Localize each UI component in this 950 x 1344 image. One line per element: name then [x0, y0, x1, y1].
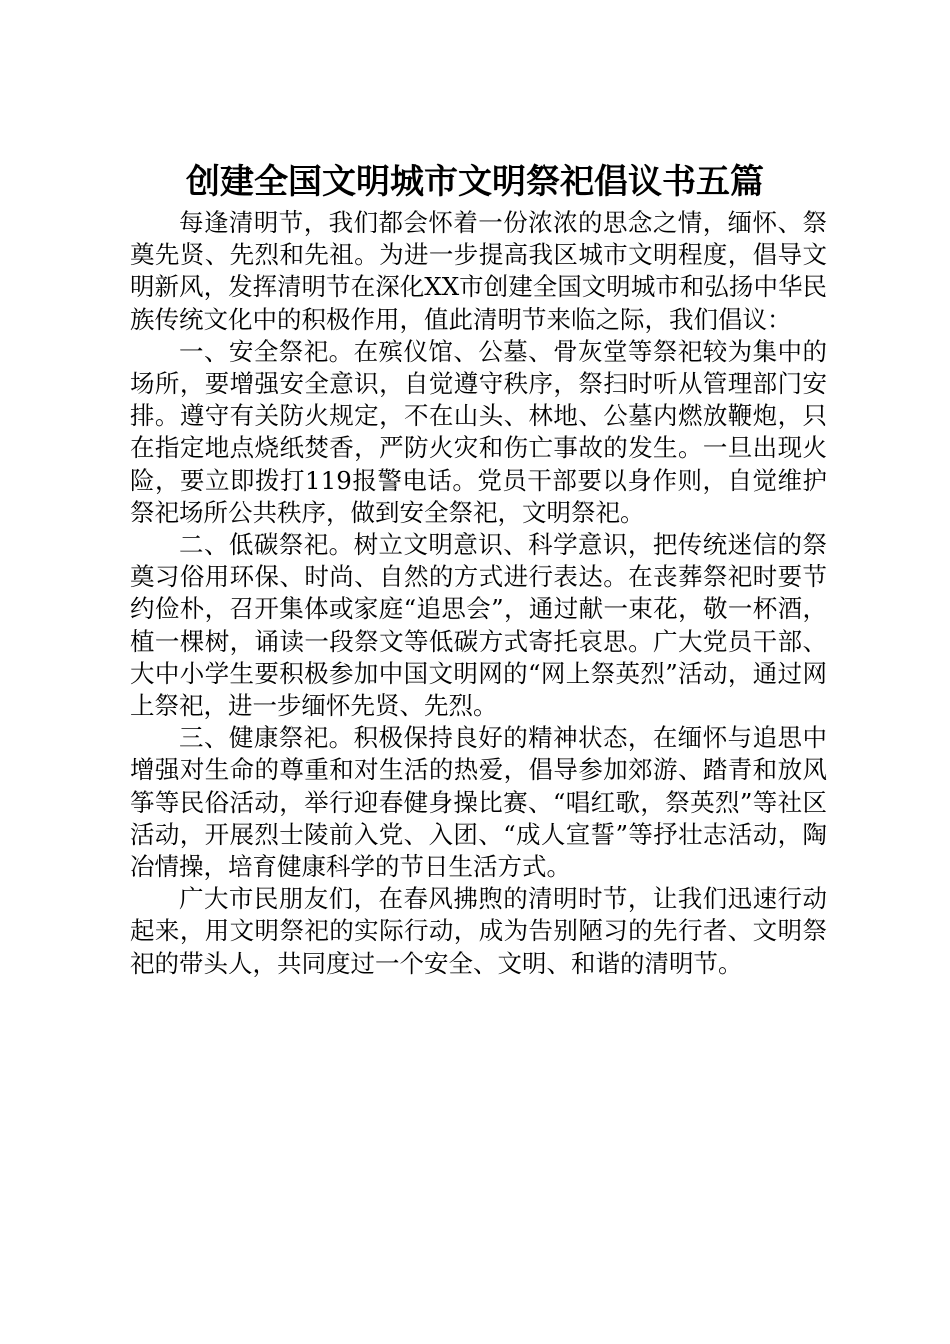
- health-paragraph: 三、健康祭祀。积极保持良好的精神状态，在缅怀与追思中增强对生命的尊重和对生活的热爱，倡导参加郊游、踏青和放风筝等民俗活动，举行迎春健身操比赛、“唱红歌，祭英烈”等社区活动，开展烈士陵前入党、入团、“成人宣誓”等抒壮志活动，陶冶情操，培育健康科学的节日生活方式。: [130, 723, 827, 882]
- intro-paragraph: 每逢清明节，我们都会怀着一份浓浓的思念之情，缅怀、祭奠先贤、先烈和先祖。为进一步提高我区城市文明程度，倡导文明新风，发挥清明节在深化XX市创建全国文明城市和弘扬中华民族传统文化中的积极作用，值此清明节来临之际，我们倡议：: [130, 208, 827, 334]
- closing-paragraph: 广大市民朋友们，在春风拂煦的清明时节，让我们迅速行动起来，用文明祭祀的实际行动，成为告别陋习的先行者、文明祭祀的带头人，共同度过一个安全、文明、和谐的清明节。: [130, 884, 827, 978]
- safety-paragraph: 一、安全祭祀。在殡仪馆、公墓、骨灰堂等祭祀较为集中的场所，要增强安全意识，自觉遵守秩序，祭扫时听从管理部门安排。遵守有关防火规定，不在山头、林地、公墓内燃放鞭炮，只在指定地点烧纸焚香，严防火灾和伤亡事故的发生。一旦出现火险，要立即拨打119报警电话。党员干部要以身作则，自觉维护祭祀场所公共秩序，做到安全祭祀，文明祭祀。: [130, 336, 827, 527]
- document-title: 创建全国文明城市文明祭祀倡议书五篇: [186, 162, 764, 202]
- document-body: [130, 207, 827, 980]
- low-carbon-paragraph: 二、低碳祭祀。树立文明意识、科学意识，把传统迷信的祭奠习俗用环保、时尚、自然的方式进行表达。在丧葬祭祀时要节约俭朴，召开集体或家庭“追思会”，通过献一束花，敬一杯酒，植一棵树，诵读一段祭文等低碳方式寄托哀思。广大党员干部、大中小学生要积极参加中国文明网的“网上祭英烈”活动，通过网上祭祀，进一步缅怀先贤、先烈。: [130, 530, 827, 721]
